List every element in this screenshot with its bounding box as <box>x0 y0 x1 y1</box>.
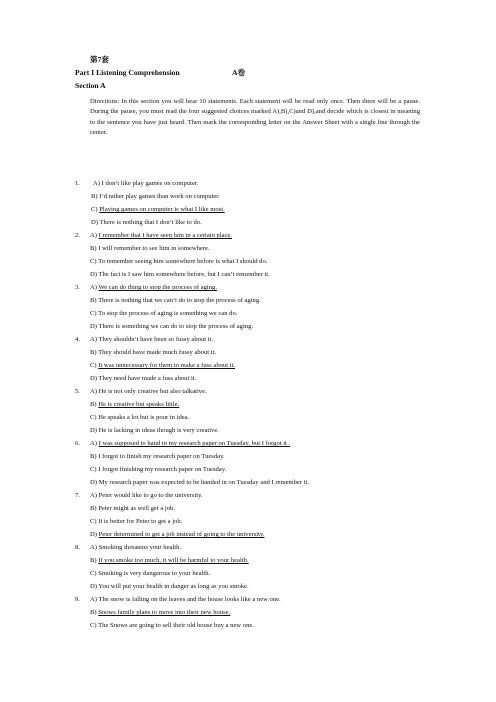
option-letter: A) <box>90 492 97 499</box>
option-row <box>90 271 270 279</box>
option-text: I forgot finishing my research paper on Tuesday. <box>98 466 227 473</box>
option-letter: D) <box>90 375 97 382</box>
option-text: They shouldn’t have been so fussy about it. <box>98 336 214 343</box>
option-row <box>90 505 175 513</box>
option-row <box>90 570 210 578</box>
directions-paragraph <box>90 97 420 138</box>
option-letter: B) <box>90 453 97 460</box>
option-row <box>90 375 196 383</box>
paper-label: A卷 <box>232 68 246 77</box>
correct-option-text: He is creative but speaks little. <box>98 401 180 408</box>
set-number: 第7套 <box>90 55 109 64</box>
option-letter: A) <box>90 336 97 343</box>
correct-option-text: Snows family plans to move into their new house. <box>98 609 231 616</box>
question-number: 1. <box>75 180 80 187</box>
correct-option-text: Peter determined to get a job instead of going to the university. <box>98 531 265 538</box>
option-letter: C) <box>91 206 98 213</box>
question-number: 4. <box>75 336 80 343</box>
option-letter: C) <box>90 518 97 525</box>
option-row <box>90 583 249 591</box>
option-text: Peter would like to go to the university. <box>98 492 203 499</box>
option-row <box>90 440 290 448</box>
option-letter: C) <box>90 258 97 265</box>
option-row <box>90 414 189 422</box>
option-letter: A) <box>93 180 100 187</box>
option-letter: A) <box>90 440 97 447</box>
question-number: 6. <box>75 440 80 447</box>
option-letter: A) <box>90 544 97 551</box>
option-text: To remember seeing him somewhere before is what I should do. <box>98 258 268 265</box>
option-row <box>90 232 232 240</box>
option-row <box>90 622 254 630</box>
option-letter: A) <box>90 596 97 603</box>
question-number: 5. <box>75 388 80 395</box>
option-text: The Snows are going to sell their old house buy a new one. <box>98 622 254 629</box>
question-number: 9. <box>75 596 80 603</box>
option-row <box>91 193 220 201</box>
option-letter: D) <box>90 531 97 538</box>
question-number: 8. <box>75 544 80 551</box>
correct-option-text: It was unnecessary for them to make a fuss about it. <box>98 362 236 369</box>
option-row <box>90 492 203 500</box>
option-row <box>90 284 217 292</box>
option-letter: C) <box>90 622 97 629</box>
option-row <box>90 297 261 305</box>
option-text: They should have made much fussy about it. <box>98 349 217 356</box>
option-letter: B) <box>90 557 97 564</box>
option-text: Smoking threatens your health. <box>98 544 182 551</box>
option-row <box>93 180 198 188</box>
directions-label: Directions: <box>90 98 120 105</box>
option-text: I don’t like play games on computer. <box>101 180 199 187</box>
option-row <box>90 310 237 318</box>
option-row <box>90 479 309 487</box>
option-row <box>90 362 235 370</box>
option-letter: B) <box>90 297 97 304</box>
option-text: To stop the process of aging is something we can do. <box>98 310 238 317</box>
option-text: Peter might as well get a job. <box>98 505 175 512</box>
option-letter: D) <box>91 219 98 226</box>
correct-option-text: I was supposed to hand in my research paper on Tuesday, but I forgot it . <box>98 440 291 447</box>
option-row <box>91 206 225 214</box>
option-text: They need have made a fuss about it. <box>98 375 197 382</box>
option-letter: A) <box>90 284 97 291</box>
option-row <box>90 453 225 461</box>
option-letter: D) <box>90 271 97 278</box>
section-title: Section A <box>75 81 106 90</box>
option-letter: C) <box>90 570 97 577</box>
option-text: It is better for Peter to get a job. <box>98 518 183 525</box>
option-letter: C) <box>90 310 97 317</box>
option-text: I’d rather play games than work on computer. <box>99 193 220 200</box>
option-row <box>90 323 253 331</box>
option-row <box>90 401 179 409</box>
directions-text: In this section you will hear 10 statements. Each statement will be read only once. Then there will be a pause. During the pause, you must read the four suggested choices marked A),B),C)and D),and decide which is closest in meaning to the sentence you have just heard. Then mark the corresponding letter on the Answer Sheet with a single line through the center. <box>90 98 420 136</box>
part-title: Part I Listening Comprehension <box>75 68 180 77</box>
question-number: 3. <box>75 284 80 291</box>
option-row <box>91 219 202 227</box>
option-letter: B) <box>90 401 97 408</box>
option-text: The snow is falling on the leaves and the house looks like a new one. <box>98 596 281 603</box>
correct-option-text: I remember that I have seen him in a certain place. <box>98 232 233 239</box>
option-text: He speaks a lot but is poor in idea. <box>98 414 190 421</box>
question-number: 7. <box>75 492 80 499</box>
option-text: I will remember to see him in somewhere. <box>98 245 210 252</box>
option-row <box>90 258 267 266</box>
correct-option-text: If you smoke too much, it will be harmful to your health. <box>98 557 249 564</box>
correct-option-text: Playing games on computer is what I like most. <box>99 206 225 213</box>
option-letter: D) <box>90 323 97 330</box>
option-letter: A) <box>90 232 97 239</box>
option-letter: B) <box>90 505 97 512</box>
option-text: He is not only creative but also talkative. <box>98 388 207 395</box>
option-row <box>90 609 230 617</box>
option-letter: D) <box>90 583 97 590</box>
option-letter: D) <box>90 479 97 486</box>
option-letter: D) <box>90 427 97 434</box>
option-text: He is lacking in ideas though is very creative. <box>98 427 219 434</box>
option-row <box>90 596 281 604</box>
option-letter: B) <box>91 193 98 200</box>
option-text: There is nothing that I don’t like to do. <box>99 219 202 226</box>
question-number: 2. <box>75 232 80 239</box>
correct-option-text: We can do thing to stop the process of aging. <box>98 284 217 291</box>
option-text: Smoking is very dangerous to your health. <box>98 570 211 577</box>
option-letter: B) <box>90 349 97 356</box>
option-row <box>90 349 216 357</box>
option-row <box>90 245 210 253</box>
option-text: There is nothing that we can’t do to stop the process of aging. <box>98 297 261 304</box>
option-letter: C) <box>90 466 97 473</box>
option-row <box>90 427 219 435</box>
option-row <box>90 557 249 565</box>
option-text: My research paper was expected to be handed in on Tuesday and I remember it. <box>98 479 310 486</box>
option-row <box>90 518 182 526</box>
option-letter: B) <box>90 609 97 616</box>
option-letter: C) <box>90 362 97 369</box>
option-row <box>90 388 207 396</box>
option-text: The fact is I saw him somewhere before, but I can’t remember it. <box>98 271 270 278</box>
option-row <box>90 544 181 552</box>
option-text: I forgot to finish my research paper on Tuesday. <box>98 453 225 460</box>
option-text: There is something we can do to stop the process of aging. <box>98 323 254 330</box>
option-row <box>90 466 226 474</box>
option-row <box>90 336 213 344</box>
option-text: You will put your health in danger as long as you smoke. <box>98 583 249 590</box>
option-letter: B) <box>90 245 97 252</box>
option-letter: C) <box>90 414 97 421</box>
option-letter: A) <box>90 388 97 395</box>
option-row <box>90 531 264 539</box>
